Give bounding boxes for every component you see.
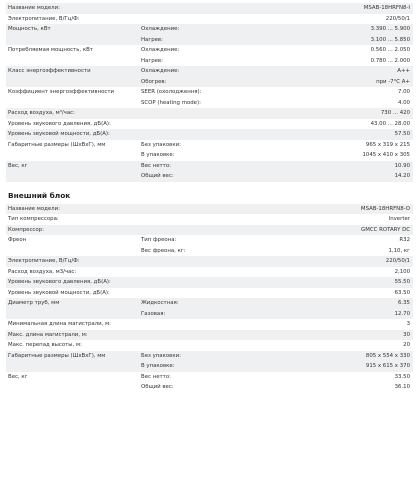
spec-row [6, 256, 413, 267]
spec-value: 3 [406, 321, 410, 327]
spec-row [6, 277, 413, 288]
spec-sublabel: Общий вес: [141, 384, 174, 390]
spec-label: Мощность, кВт [8, 26, 51, 32]
spec-row [6, 119, 413, 130]
spec-label: Диаметр труб, мм [8, 300, 60, 306]
spec-label: Вес, кг [8, 373, 28, 380]
spec-label: Уровень звукового давления, дБ(А): [8, 279, 111, 285]
spec-sublabel: В упаковке: [141, 152, 175, 158]
spec-value: 730 ... 420 [381, 108, 410, 119]
spec-row [6, 382, 413, 393]
spec-row [6, 225, 413, 236]
spec-sublabel: SEER (охолодження): [141, 89, 202, 95]
spec-label: Расход воздуха, м3/час: [8, 268, 77, 275]
spec-row [6, 204, 413, 215]
spec-sublabel: Без упаковки: [141, 141, 181, 148]
spec-row [6, 14, 413, 25]
spec-value: при -7°С А+ [376, 77, 410, 88]
spec-label: Электропитание, В/Гц/Ф: [8, 15, 80, 22]
spec-value: 3.390 ... 5.900 [371, 24, 410, 35]
spec-row [6, 3, 413, 14]
specifications-page [0, 3, 416, 483]
spec-row [6, 108, 413, 119]
spec-value: 63.50 [394, 289, 410, 296]
spec-value: 0.780 ... 2.000 [370, 57, 410, 64]
spec-value: MSAB-18HRFN8-O [361, 204, 410, 215]
spec-row [6, 56, 413, 67]
spec-row [6, 267, 413, 278]
spec-row [6, 171, 413, 182]
spec-label: Фреон [8, 237, 27, 243]
spec-label: Название модели: [8, 5, 60, 11]
spec-sublabel: Охлаждение: [141, 68, 180, 74]
spec-label: Габаритные размеры (ШхВхГ), мм [8, 141, 106, 148]
spec-label: Макс. длина магистрали, м: [8, 331, 88, 338]
spec-row [6, 351, 413, 362]
spec-label: Потребляемая мощность, кВт [8, 47, 93, 53]
spec-value: 36.10 [394, 384, 410, 390]
spec-value: 43.00 ... 28.00 [370, 120, 410, 127]
outdoor-unit-specs [6, 204, 413, 393]
spec-sublabel: Вес нетто: [141, 162, 171, 169]
spec-row [6, 298, 413, 309]
spec-value: 12.70 [395, 309, 410, 320]
spec-value: 915 х 615 х 370 [366, 361, 410, 372]
spec-value: A++ [397, 66, 410, 77]
spec-sublabel: Без упаковки: [141, 352, 181, 359]
spec-value: 14.20 [395, 171, 410, 182]
spec-value: 220/50/1 [386, 256, 410, 267]
spec-value: 2,100 [394, 268, 410, 275]
spec-row [6, 288, 413, 299]
spec-value: 0.560 ... 2.050 [370, 47, 410, 53]
spec-label: Название модели: [8, 205, 60, 212]
spec-label: Класс энергоэффективности [8, 68, 91, 74]
spec-value: 1045 х 410 х 305 [362, 152, 410, 158]
spec-sublabel: Обогрев: [141, 78, 167, 85]
spec-label: Электропитание, В/Гц/Ф: [8, 258, 80, 264]
spec-label: Тип компрессора: [8, 216, 59, 222]
spec-sublabel: Жидкостная: [141, 300, 179, 306]
spec-sublabel: Вес фреона, кг: [141, 247, 186, 254]
spec-value: MSAB-18HRFN8-I [364, 3, 410, 14]
spec-label: Макс. перепад высоты, м: [8, 342, 82, 348]
spec-row [6, 140, 413, 151]
spec-row [6, 214, 413, 225]
spec-row [6, 150, 413, 161]
spec-value: 4.00 [397, 99, 410, 106]
spec-label: Компрессор: [8, 226, 44, 233]
spec-sublabel: SCOP (heating mode): [141, 99, 201, 106]
spec-row [6, 87, 413, 98]
spec-row [6, 129, 413, 140]
spec-value: R32 [399, 237, 410, 243]
spec-sublabel: Нагрев: [141, 57, 163, 64]
spec-value: 1,10, кг [388, 247, 410, 254]
indoor-unit-specs [6, 3, 413, 182]
spec-row [6, 161, 413, 172]
spec-value: 20 [403, 342, 410, 348]
spec-label: Уровень звуковой мощности, дБ(А): [8, 289, 110, 296]
spec-value: 7.00 [397, 89, 410, 95]
spec-label: Вес, кг [8, 162, 28, 169]
spec-value: 6.35 [398, 298, 410, 309]
spec-row [6, 98, 413, 109]
spec-sublabel: Общий вес: [141, 173, 174, 179]
spec-sublabel: Тип фреона: [141, 237, 177, 243]
spec-sublabel: Вес нетто: [141, 373, 171, 380]
spec-value: 965 х 319 х 215 [365, 141, 410, 148]
spec-row [6, 24, 413, 35]
spec-label: Расход воздуха, м³/час: [8, 110, 75, 116]
spec-sublabel: Охлаждение: [141, 26, 180, 32]
spec-value: 3.100 ... 5.850 [371, 35, 410, 46]
spec-sublabel: Охлаждение: [141, 47, 180, 53]
spec-label: Уровень звуковой мощности, дБ(А): [8, 131, 110, 137]
spec-value: 220/50/1 [385, 15, 410, 22]
spec-value: 805 х 554 х 330 [366, 351, 410, 362]
spec-row [6, 319, 413, 330]
spec-value: 57.50 [395, 129, 410, 140]
spec-row [6, 309, 413, 320]
spec-sublabel: Нагрев: [141, 36, 163, 43]
spec-value: Inverter [388, 216, 410, 222]
spec-sublabel: Газовая: [141, 310, 166, 317]
spec-row [6, 372, 413, 383]
outdoor-unit-title: Внешний блок [8, 190, 71, 200]
spec-sublabel: В упаковке: [141, 363, 175, 369]
spec-row [6, 77, 413, 88]
spec-value: GMCC ROTARY DC [361, 225, 410, 236]
spec-label: Коэффициент энергоэффективности [8, 89, 115, 95]
spec-label: Минимальная длина магистрали, м: [8, 321, 111, 327]
spec-label: Уровень звукового давления, дБ(А): [8, 120, 111, 127]
spec-row [6, 66, 413, 77]
spec-row [6, 235, 413, 246]
spec-row [6, 35, 413, 46]
spec-row [6, 330, 413, 341]
spec-row [6, 246, 413, 257]
spec-value: 30 [403, 330, 410, 341]
spec-row [6, 361, 413, 372]
spec-value: 33.50 [394, 373, 410, 380]
spec-label: Габаритные размеры (ШхВхГ), мм [8, 352, 106, 359]
spec-value: 10.90 [395, 161, 410, 172]
spec-row [6, 340, 413, 351]
spec-value: 55.50 [395, 277, 410, 288]
spec-row [6, 45, 413, 56]
